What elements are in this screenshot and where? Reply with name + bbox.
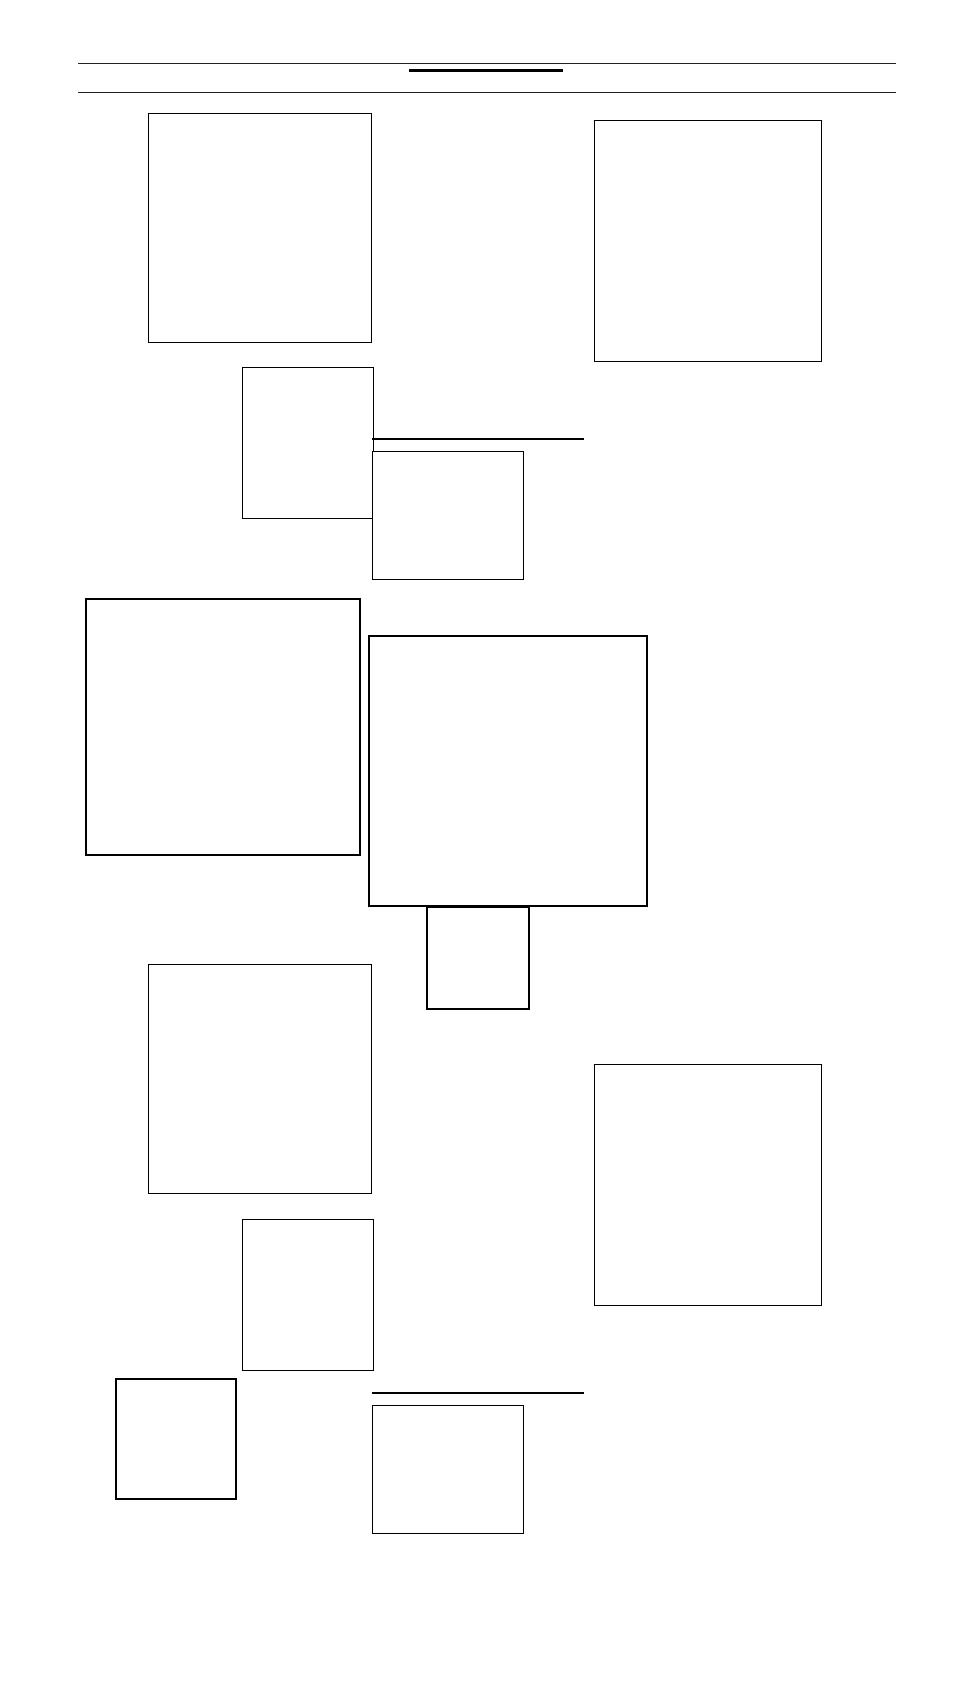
- thursday-solved-grid: [242, 1219, 374, 1371]
- commuter-thu-clues-col1: [80, 113, 144, 578]
- nyt-thu-clues-col1: [376, 130, 440, 392]
- nyt-fri-grid[interactable]: [594, 1064, 822, 1306]
- nyt-thu-answer-title: [372, 438, 584, 442]
- wed-solution-grid: [426, 906, 530, 1010]
- commuter-fri-clues-bottom-right: [310, 1384, 372, 1480]
- header-top-rule: [78, 63, 896, 64]
- commuter-thu-clues-bottom-left: [242, 532, 306, 580]
- nyt-friday-section: [368, 1040, 896, 1560]
- commuter-fri-copyright: [242, 1371, 372, 1376]
- commuter-thu-copyright: [242, 519, 372, 524]
- wednesday-solved-grid: [242, 367, 374, 519]
- commuter-thursday-section: [80, 98, 372, 580]
- nyt-fri-clues-col3: [518, 1072, 584, 1558]
- commuter-fri-grid[interactable]: [148, 964, 372, 1194]
- nyt-fri-subscription: [620, 1500, 862, 1508]
- page-title: [409, 66, 563, 72]
- nyt-thu-clues-bg1: [600, 378, 668, 530]
- nyt-thu-answer-grid: [372, 451, 524, 580]
- thu-solution-label: [85, 1348, 235, 1357]
- nyt-fri-answer-grid: [372, 1405, 524, 1534]
- jumble-thursday-section: [652, 576, 894, 864]
- nyt-thu-clues-col3: [518, 130, 584, 578]
- nyt-fri-clues-col1: [376, 1072, 440, 1388]
- nyt-thu-clues-bg2: [674, 378, 746, 530]
- sudoku-thursday-section: [85, 584, 375, 874]
- nyt-thu-subscription: [620, 532, 862, 540]
- wed-solution-label: [388, 884, 518, 893]
- commuter-thu-grid[interactable]: [148, 113, 372, 343]
- nyt-thu-grid[interactable]: [594, 120, 822, 362]
- sudoku-fri-grid[interactable]: [368, 635, 648, 907]
- wed-sudoku-solution-section: [388, 884, 538, 1024]
- nyt-fri-clues-bg2: [674, 1323, 746, 1495]
- thu-solution-grid: [115, 1378, 237, 1500]
- nyt-thu-clues-col2: [446, 130, 510, 392]
- nyt-fri-clues-bg3: [752, 1323, 820, 1495]
- nyt-fri-clues-col2: [446, 1072, 510, 1388]
- nyt-fri-answer-title: [372, 1392, 584, 1396]
- nyt-thu-clues-bg3: [752, 378, 820, 530]
- commuter-thu-clues-col2: [162, 354, 238, 578]
- commuter-thu-clues-bottom-right: [310, 532, 372, 580]
- sudoku-thu-grid[interactable]: [85, 598, 361, 856]
- header-bottom-rule: [78, 92, 896, 93]
- commuter-friday-section: [80, 948, 372, 1508]
- nyt-fri-clues-bg1: [600, 1323, 668, 1495]
- commuter-fri-clues-bottom-left: [242, 1384, 306, 1480]
- nyt-thursday-section: [368, 98, 896, 580]
